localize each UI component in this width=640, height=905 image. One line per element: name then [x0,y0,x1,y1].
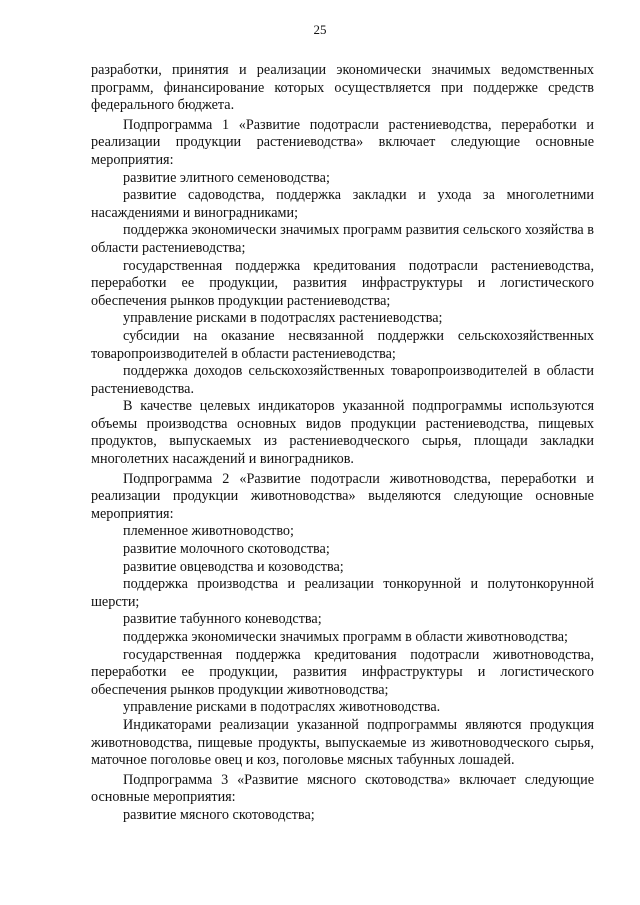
paragraph-16: развитие табунного коневодства; [123,611,322,628]
paragraph-2: Подпрограмма 1 «Развитие подотрасли растениеводства, переработки и реализации продукции растениеводства» включает следующие основные мероприятия: [91,116,594,168]
paragraph-22: развитие мясного скотоводства; [123,806,315,823]
paragraph-10: В качестве целевых индикаторов указанной подпрограммы используются объемы производства основных видов продукции растениеводства, пищевых продуктов, выпускаемых из растениеводческого сырья, площади закладки многолетних насаждений и виноградников. [91,398,594,468]
paragraph-4: развитие садоводства, поддержка закладки и ухода за многолетними насаждениями и виноградниками; [91,187,594,221]
paragraph-9: поддержка доходов сельскохозяйственных товаропроизводителей в области растениеводства. [91,363,594,397]
paragraph-8: субсидии на оказание несвязанной поддержки сельскохозяйственных товаропроизводителей в области растениеводства; [91,327,594,362]
paragraph-14: развитие овцеводства и козоводства; [123,558,344,575]
paragraph-7: управление рисками в подотраслях растениеводства; [123,310,443,327]
paragraph-1: разработки, принятия и реализации экономически значимых ведомственных программ, финансирование которых осуществляется при поддержке средств федерального бюджета. [91,62,594,114]
paragraph-12: племенное животноводство; [123,523,294,540]
paragraph-5: поддержка экономически значимых программ развития сельского хозяйства в области растениеводства; [91,222,594,256]
page-number: 25 [313,22,327,37]
document-body [91,62,594,825]
paragraph-20: Индикаторами реализации указанной подпрограммы являются продукция животноводства, пищевые продукты, выпускаемые из животноводческого сырья, маточное поголовье овец и коз, поголовье мясных табунных лошадей. [91,716,594,769]
paragraph-18: государственная поддержка кредитования подотрасли животноводства, переработки ее продукции, развития инфраструктуры и логистического обеспечения рынков продукции животноводства; [91,646,594,698]
paragraph-17: поддержка экономически значимых программ в области животноводства; [123,629,568,645]
paragraph-13: развитие молочного скотоводства; [123,541,330,558]
paragraph-21: Подпрограмма 3 «Развитие мясного скотоводства» включает следующие основные мероприятия: [91,771,594,806]
paragraph-6: государственная поддержка кредитования подотрасли растениеводства, переработки ее продукции, развития инфраструктуры и логистического обеспечения рынков продукции растениеводства; [91,257,594,309]
paragraph-3: развитие элитного семеноводства; [123,169,330,186]
paragraph-15: поддержка производства и реализации тонкорунной и полутонкорунной шерсти; [91,576,594,610]
paragraph-11: Подпрограмма 2 «Развитие подотрасли животноводства, переработки и реализации продукции животноводства» выделяются следующие основные мероприятия: [91,470,594,522]
paragraph-19: управление рисками в подотраслях животноводства. [123,699,441,716]
